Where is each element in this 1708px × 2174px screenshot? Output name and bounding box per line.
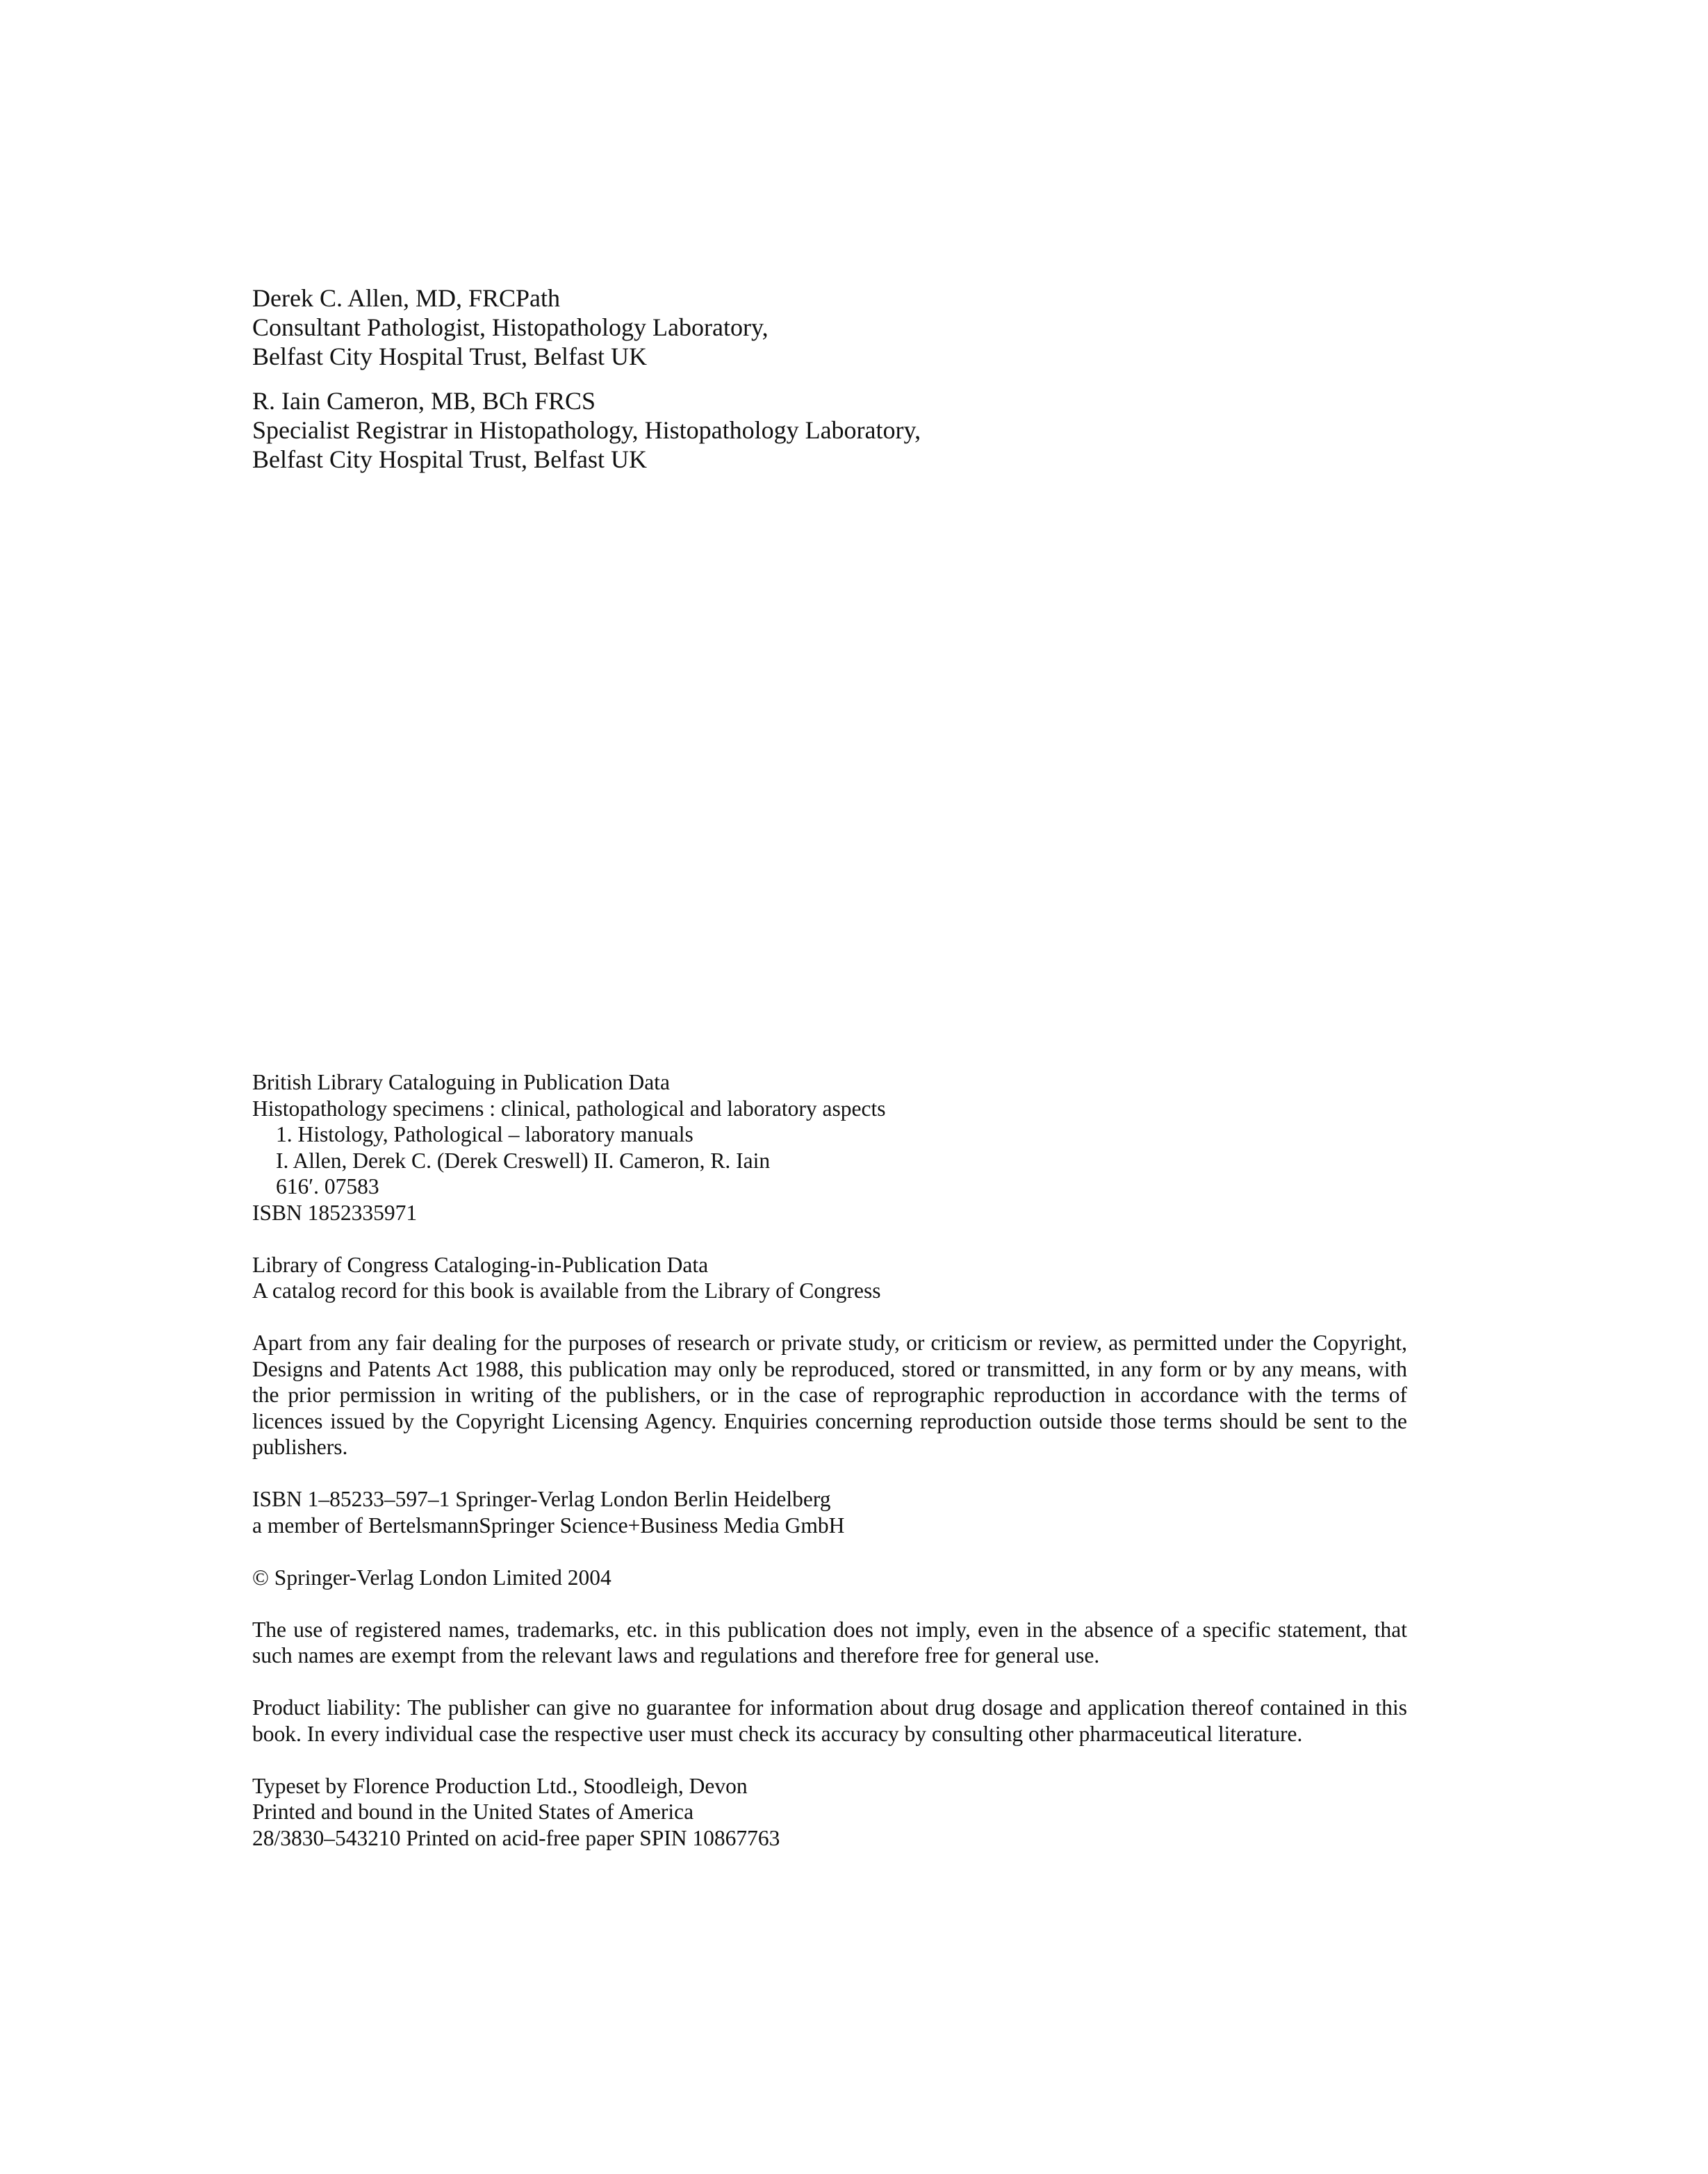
british-library-isbn: ISBN 1852335971 (252, 1200, 418, 1225)
author-name: Derek C. Allen, MD, FRCPath (252, 284, 561, 312)
author-entry (252, 283, 1434, 371)
publisher-member: a member of BertelsmannSpringer Science+Business Media GmbH (252, 1513, 845, 1538)
british-library-title: Histopathology specimens : clinical, pathological and laboratory aspects (252, 1096, 886, 1121)
printing-credit: Printed and bound in the United States of America (252, 1800, 694, 1824)
production-info (252, 1773, 1407, 1852)
spin-line: 28/3830–543210 Printed on acid-free paper SPIN 10867763 (252, 1825, 780, 1850)
british-library-cip (252, 1069, 1407, 1226)
author-block (252, 283, 1434, 474)
library-of-congress-cip (252, 1252, 1407, 1304)
british-library-heading: British Library Cataloguing in Publication Data (252, 1070, 671, 1094)
publisher-info (252, 1486, 1407, 1538)
typeset-credit: Typeset by Florence Production Ltd., Stoodleigh, Devon (252, 1773, 748, 1798)
author-position: Specialist Registrar in Histopathology, Histopathology Laboratory, (252, 416, 921, 444)
loc-heading: Library of Congress Cataloging-in-Publication Data (252, 1252, 709, 1277)
author-institution: Belfast City Hospital Trust, Belfast UK (252, 343, 648, 370)
imprint-block (252, 1069, 1407, 1877)
loc-note: A catalog record for this book is available from the Library of Congress (252, 1278, 881, 1303)
author-position: Consultant Pathologist, Histopathology Laboratory, (252, 313, 769, 341)
liability-notice: Product liability: The publisher can give no guarantee for information about drug dosage and application thereof contained in this book. In every individual case the respective user must check its accuracy by consulting other pharmaceutical literature. (252, 1695, 1407, 1746)
publisher-isbn: ISBN 1–85233–597–1 Springer-Verlag London Berlin Heidelberg (252, 1487, 831, 1511)
author-institution: Belfast City Hospital Trust, Belfast UK (252, 445, 648, 473)
author-entry (252, 386, 1434, 474)
author-name: R. Iain Cameron, MB, BCh FRCS (252, 387, 596, 415)
trademark-notice: The use of registered names, trademarks, etc. in this publication does not imply, even in the absence of a specific statement, that such names are exempt from the relevant laws and regulations and therefore free for general use. (252, 1617, 1407, 1667)
british-library-classification: 616′. 07583 (276, 1174, 379, 1199)
copyright-line: © Springer-Verlag London Limited 2004 (252, 1565, 611, 1590)
british-library-added-entries: I. Allen, Derek C. (Derek Creswell) II. Cameron, R. Iain (276, 1148, 771, 1173)
british-library-subject: 1. Histology, Pathological – laboratory manuals (276, 1122, 693, 1146)
copyright-notice: Apart from any fair dealing for the purposes of research or private study, or criticism or review, as permitted under the Copyright, Designs and Patents Act 1988, this publication may only be reproduced, stored or transmitted, in any form or by any means, with the prior permission in writing of the publishers, or in the case of reprographic reproduction in accordance with the terms of licences issued by the Copyright Licensing Agency. Enquiries concerning reproduction outside those terms should be sent to the publishers. (252, 1331, 1407, 1459)
